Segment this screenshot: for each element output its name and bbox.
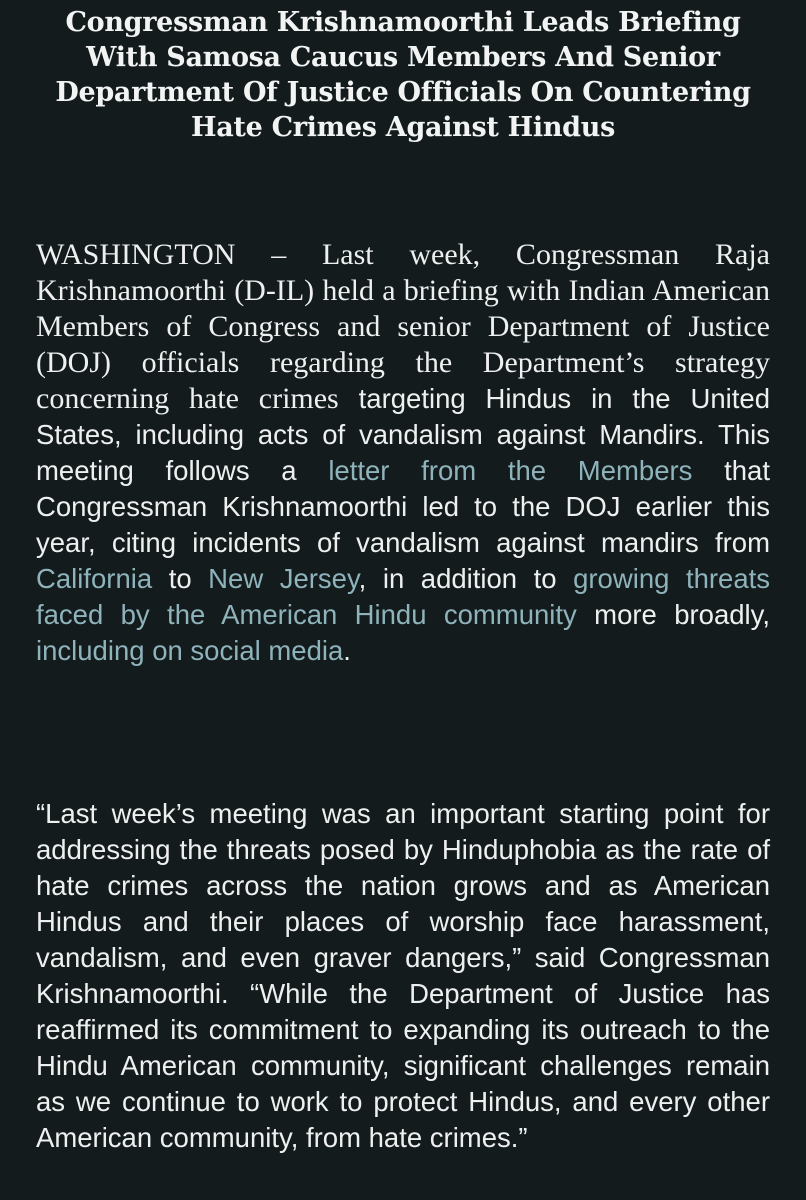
california-link[interactable]: California — [36, 563, 153, 594]
intro-text-segment: to — [152, 563, 209, 594]
intro-text-segment: more broadly, — [576, 599, 770, 630]
intro-text-segment: . — [343, 635, 351, 666]
article-paragraph-quote: “Last week’s meeting was an important starting point for addressing the threats posed by Hinduphobia as the rate of hate crimes across the nation grows and as American Hindus and their places of worship face harassment, vandalism, and even graver dangers,” said Congressman Krishnamoorthi. “While the Department of Justice has reaffirmed its commitment to expanding its outreach to the Hindu American community, significant challenges remain as we continue to work to protect Hindus, and every other American community, from hate crimes.” — [36, 798, 770, 1153]
new-jersey-link[interactable]: New Jersey — [208, 563, 359, 594]
intro-text-segment: , in addition to — [358, 563, 574, 594]
article-title: Congressman Krishnamoorthi Leads Briefing With Samosa Caucus Members And Senior Department Of Justice Officials On Countering Hate Crimes Against Hindus — [55, 7, 751, 143]
letter-from-members-link[interactable]: letter from the Members — [328, 455, 693, 486]
article-paragraph-intro — [36, 237, 770, 669]
social-media-link[interactable]: including on social media — [36, 635, 344, 666]
growing-threats-link[interactable]: growing threats faced by the American Hindu community — [36, 563, 771, 630]
intro-text-segment: targeting Hindus in the United States, including acts of vandalism against Mandirs. This meeting follows a — [36, 383, 770, 486]
intro-text-segment: that Congressman Krishnamoorthi led to the DOJ earlier this year, citing incidents of vandalism against mandirs from — [36, 455, 770, 558]
intro-dateline-text: WASHINGTON – Last week, Congressman Raja Krishnamoorthi (D-IL) held a briefing with Indian American Members of Congress and senior Department of Justice (DOJ) officials regarding the Department’s strategy concerning hate crimes — [36, 238, 770, 415]
